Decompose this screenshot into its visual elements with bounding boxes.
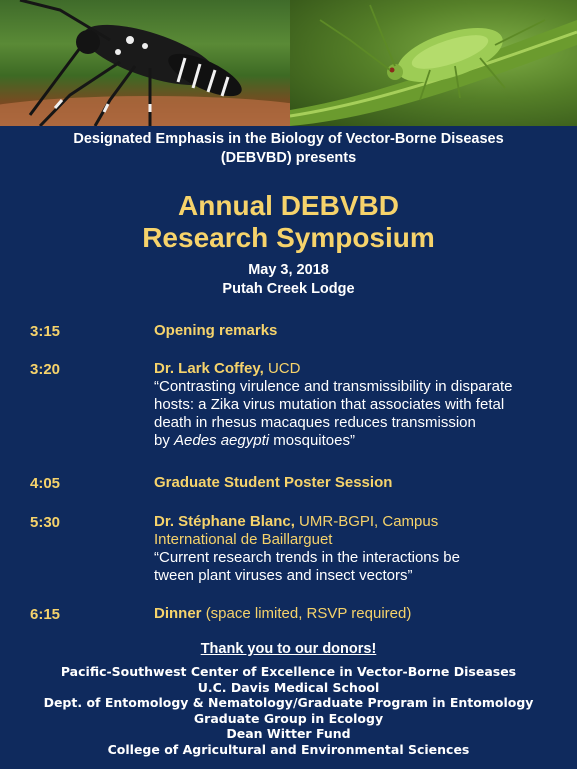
schedule-heading: Graduate Student Poster Session [154, 474, 393, 491]
schedule-detail [154, 513, 572, 585]
aphid-illustration [290, 0, 577, 126]
schedule-detail [154, 605, 572, 623]
thanks-heading: Thank you to our donors! [200, 641, 377, 657]
talk-title-line [154, 432, 572, 450]
schedule-time: 3:15 [30, 323, 61, 340]
talk-title-line: tween plant viruses and insect vectors” [154, 567, 413, 584]
species-name: Aedes aegypti [174, 432, 270, 449]
schedule-note: (space limited, RSVP required) [205, 605, 412, 622]
schedule-heading: Opening remarks [154, 322, 278, 339]
speaker-affiliation: UCD [267, 360, 301, 377]
donor-item: College of Agricultural and Environmental Sciences [107, 741, 470, 757]
schedule-detail [154, 474, 572, 492]
donor-item: Pacific-Southwest Center of Excellence in Vector-Borne Diseases [60, 664, 517, 679]
intro-line-1: Designated Emphasis in the Biology of Vector-Borne Diseases [73, 131, 504, 147]
schedule-detail [154, 360, 572, 450]
intro-line-2: (DEBVBD) presents [220, 150, 357, 166]
talk-title-line: death in rhesus macaques reduces transmission [154, 414, 476, 431]
talk-title-line: “Current research trends in the interactions be [154, 549, 460, 566]
donor-item: Graduate Group in Ecology [193, 710, 384, 726]
donor-item: U.C. Davis Medical School [197, 679, 380, 695]
talk-title-line: hosts: a Zika virus mutation that associates with fetal [154, 396, 505, 413]
mosquito-illustration [0, 0, 290, 126]
talk-title-line: “Contrasting virulence and transmissibility in disparate [154, 378, 513, 395]
event-location: Putah Creek Lodge [222, 281, 355, 297]
donor-list [0, 664, 577, 757]
speaker-name: Dr. Lark Coffey, [154, 360, 264, 377]
photo-banner [0, 0, 577, 126]
talk-suffix: mosquitoes” [269, 432, 355, 449]
schedule-time: 3:20 [30, 361, 61, 378]
schedule-detail [154, 322, 572, 340]
schedule-heading: Dinner [154, 605, 202, 622]
title-line-1: Annual DEBVBD [178, 190, 399, 221]
talk-prefix: by [154, 432, 175, 449]
schedule-time: 6:15 [30, 606, 61, 623]
speaker-affiliation: UMR-BGPI, Campus [299, 513, 439, 530]
schedule-time: 4:05 [30, 475, 61, 492]
mosquito-photo [0, 0, 290, 126]
event-info [0, 261, 577, 299]
speaker-affiliation-line-2: International de Baillarguet [154, 531, 333, 548]
donor-item: Dean Witter Fund [226, 726, 351, 741]
intro-text [0, 130, 577, 168]
donor-item: Dept. of Entomology & Nematology/Graduate Program in Entomology [43, 695, 534, 710]
page-title [0, 190, 577, 254]
title-line-2: Research Symposium [142, 222, 435, 253]
event-date: May 3, 2018 [248, 262, 329, 278]
speaker-name: Dr. Stéphane Blanc, [154, 513, 295, 530]
aphid-photo [290, 0, 577, 126]
schedule-time: 5:30 [30, 514, 61, 531]
